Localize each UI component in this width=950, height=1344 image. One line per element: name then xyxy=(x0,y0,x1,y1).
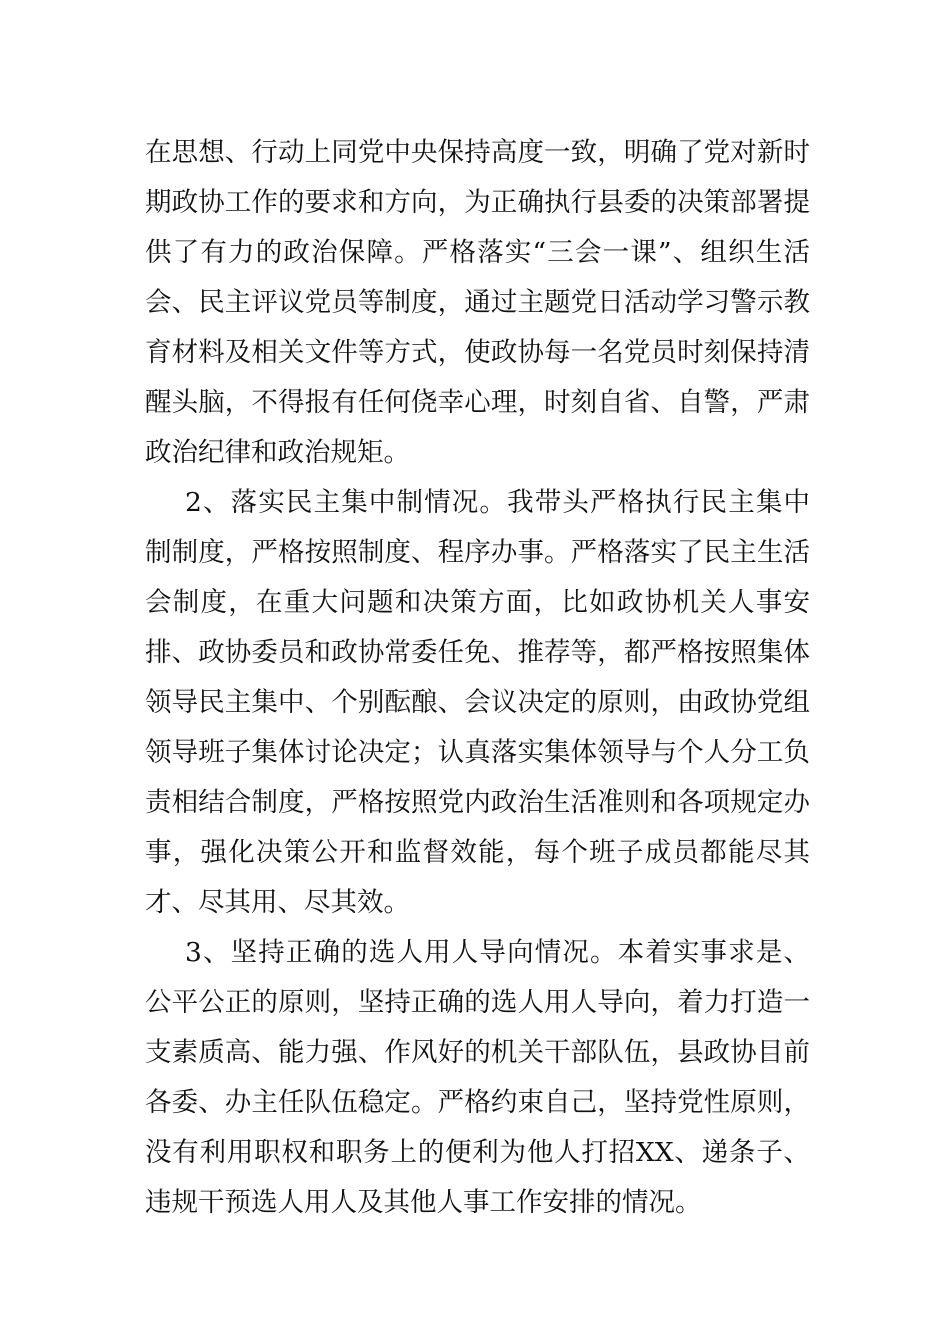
paragraph-political-discipline: 在思想、行动上同党中央保持高度一致，明确了党对新时期政协工作的要求和方向，为正确执行县委的决策部署提供了有力的政治保障。严格落实“三会一课”、组织生活会、民主评议党员等制度，通过主题党日活动学习警示教育材料及相关文件等方式，使政协每一名党员时刻保持清醒头脑，不得报有任何侥幸心理，时刻自省、自警，严肃政治纪律和政治规矩。 xyxy=(145,137,810,468)
paragraph-personnel-selection: 3、坚持正确的选人用人导向情况。本着实事求是、公平公正的原则，坚持正确的选人用人导向，着力打造一支素质高、能力强、作风好的机关干部队伍，县政协目前各委、办主任队伍稳定。严格约束自己，坚持党性原则，没有利用职权和职务上的便利为他人打招XX、递条子、违规干预选人用人及其他人事工作安排的情况。 xyxy=(145,937,810,1218)
document-body xyxy=(145,128,810,1228)
paragraph-democratic-centralism: 2、落实民主集中制情况。我带头严格执行民主集中制制度，严格按照制度、程序办事。严格落实了民主生活会制度，在重大问题和决策方面，比如政协机关人事安排、政协委员和政协常委任免、推荐等，都严格按照集体领导民主集中、个别酝酿、会议决定的原则，由政协党组领导班子集体讨论决定；认真落实集体领导与个人分工负责相结合制度，严格按照党内政治生活准则和各项规定办事，强化决策公开和监督效能，每个班子成员都能尽其才、尽其用、尽其效。 xyxy=(145,487,810,918)
